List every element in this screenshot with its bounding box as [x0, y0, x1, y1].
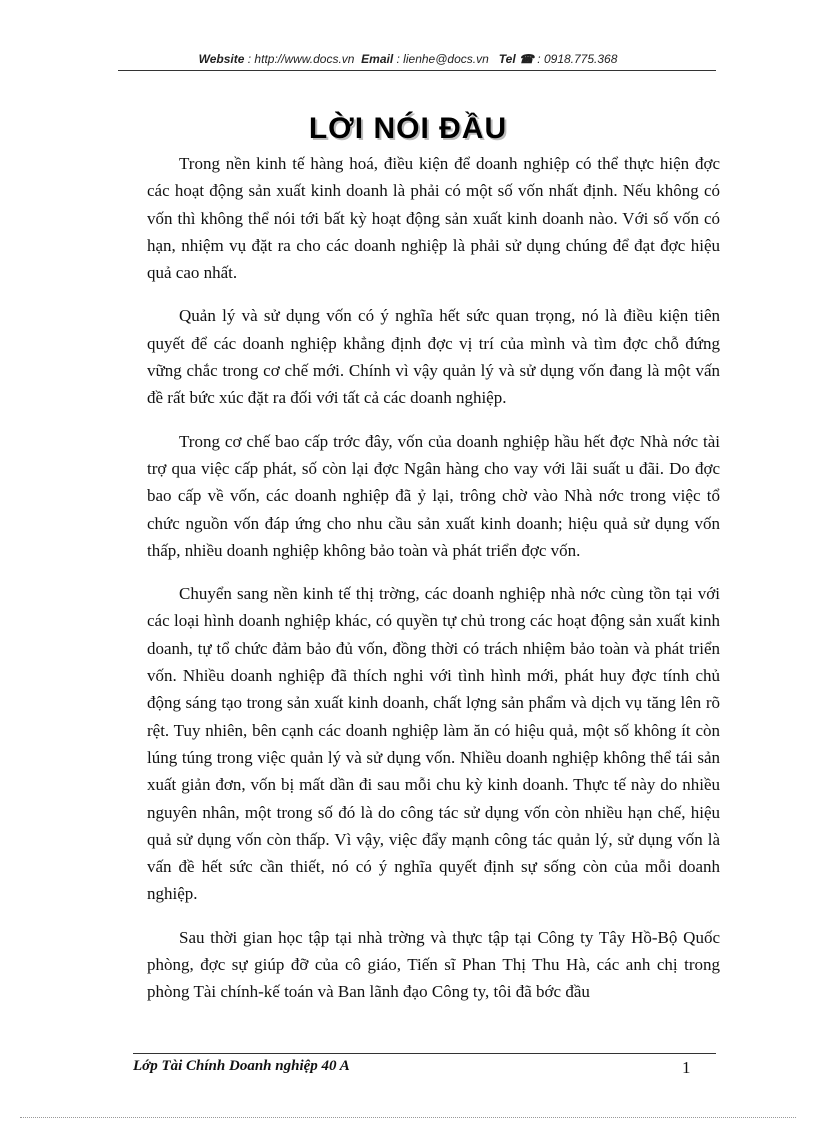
tel-value: : 0918.775.368 — [537, 52, 618, 66]
paragraph-5: Sau thời gian học tập tại nhà trờng và thực tập tại Công ty Tây Hồ-Bộ Quốc phòng, đợc sự giúp đỡ của cô giáo, Tiến sĩ Phan Thị Thu Hà, các anh chị trong phòng Tài chính-kế toán và Ban lãnh đạo Công ty, tôi đã bớc đầu — [147, 927, 720, 1002]
page-header — [0, 52, 816, 66]
website-value: : http://www.docs.vn — [247, 52, 355, 66]
footer-divider — [133, 1053, 716, 1054]
document-title: LỜI NÓI ĐẦU — [308, 112, 508, 145]
email-label: Email — [361, 52, 394, 66]
paragraph-4: Chuyển sang nền kinh tế thị trờng, các doanh nghiệp nhà nớc cùng tồn tại với các loại hình doanh nghiệp khác, có quyền tự chủ trong các hoạt động sản xuất kinh doanh, tự tổ chức đảm bảo đủ vốn, đồng thời có trách nhiệm bảo toàn và phát triển vốn. Nhiều doanh nghiệp đã thích nghi với tình hình mới, phát huy đợc tính chủ động sáng tạo trong sản xuất kinh doanh, chất lợng sản phẩm và dịch vụ tăng lên rõ rệt. Tuy nhiên, bên cạnh các doanh nghiệp làm ăn có hiệu quả, một số không ít còn lúng túng trong việc quản lý và sử dụng vốn. Nhiều doanh nghiệp không thể tái sản xuất giản đơn, vốn bị mất dần đi sau mỗi chu kỳ kinh doanh. Thực tế này do nhiều nguyên nhân, một trong số đó là do công tác sử dụng vốn còn nhiều hạn chế, hiệu quả sử dụng vốn còn thấp. Vì vậy, việc đẩy mạnh công tác quản lý, sử dụng vốn là vấn đề hết sức cần thiết, nó có ý nghĩa quyết định sự sống còn của mỗi doanh nghiệp. — [147, 584, 720, 904]
header-divider — [118, 70, 716, 71]
page-number: 1 — [682, 1058, 691, 1077]
footer-class-name: Lớp Tài Chính Doanh nghiệp 40 A — [133, 1058, 350, 1074]
email-value: : lienhe@docs.vn — [396, 52, 489, 66]
website-label: Website — [198, 52, 245, 66]
paragraph-1: Trong nền kinh tế hàng hoá, điều kiện để doanh nghiệp có thể thực hiện đợc các hoạt động sản xuất kinh doanh là phải có một số vốn nhất định. Nếu không có vốn thì không thể nói tới bất kỳ hoạt động sản xuất kinh doanh nào. Với số vốn có hạn, nhiệm vụ đặt ra cho các doanh nghiệp là phải sử dụng chúng để đạt đợc hiệu quả cao nhất. — [147, 154, 720, 283]
paragraph-3: Trong cơ chế bao cấp trớc đây, vốn của doanh nghiệp hầu hết đợc Nhà nớc tài trợ qua việc cấp phát, số còn lại đợc Ngân hàng cho vay với lãi suất u đãi. Do đợc bao cấp về vốn, các doanh nghiệp đã ỷ lại, trông chờ vào Nhà nớc trong việc tổ chức nguồn vốn đáp ứng cho nhu cầu sản xuất kinh doanh; hiệu quả sử dụng vốn thấp, nhiều doanh nghiệp không bảo toàn và phát triển đợc vốn. — [147, 431, 720, 560]
document-body — [147, 150, 720, 1022]
tel-label: Tel ☎ — [498, 52, 534, 66]
paragraph-2: Quản lý và sử dụng vốn có ý nghĩa hết sức quan trọng, nó là điều kiện tiên quyết để các doanh nghiệp khẳng định đợc vị trí của mình và tìm đợc chỗ đứng vững chắc trong cơ chế mới. Chính vì vậy quản lý và sử dụng vốn đang là một vấn đề rất bức xúc đặt ra đối với tất cả các doanh nghiệp. — [147, 306, 720, 408]
bottom-dotted-border — [20, 1117, 796, 1118]
